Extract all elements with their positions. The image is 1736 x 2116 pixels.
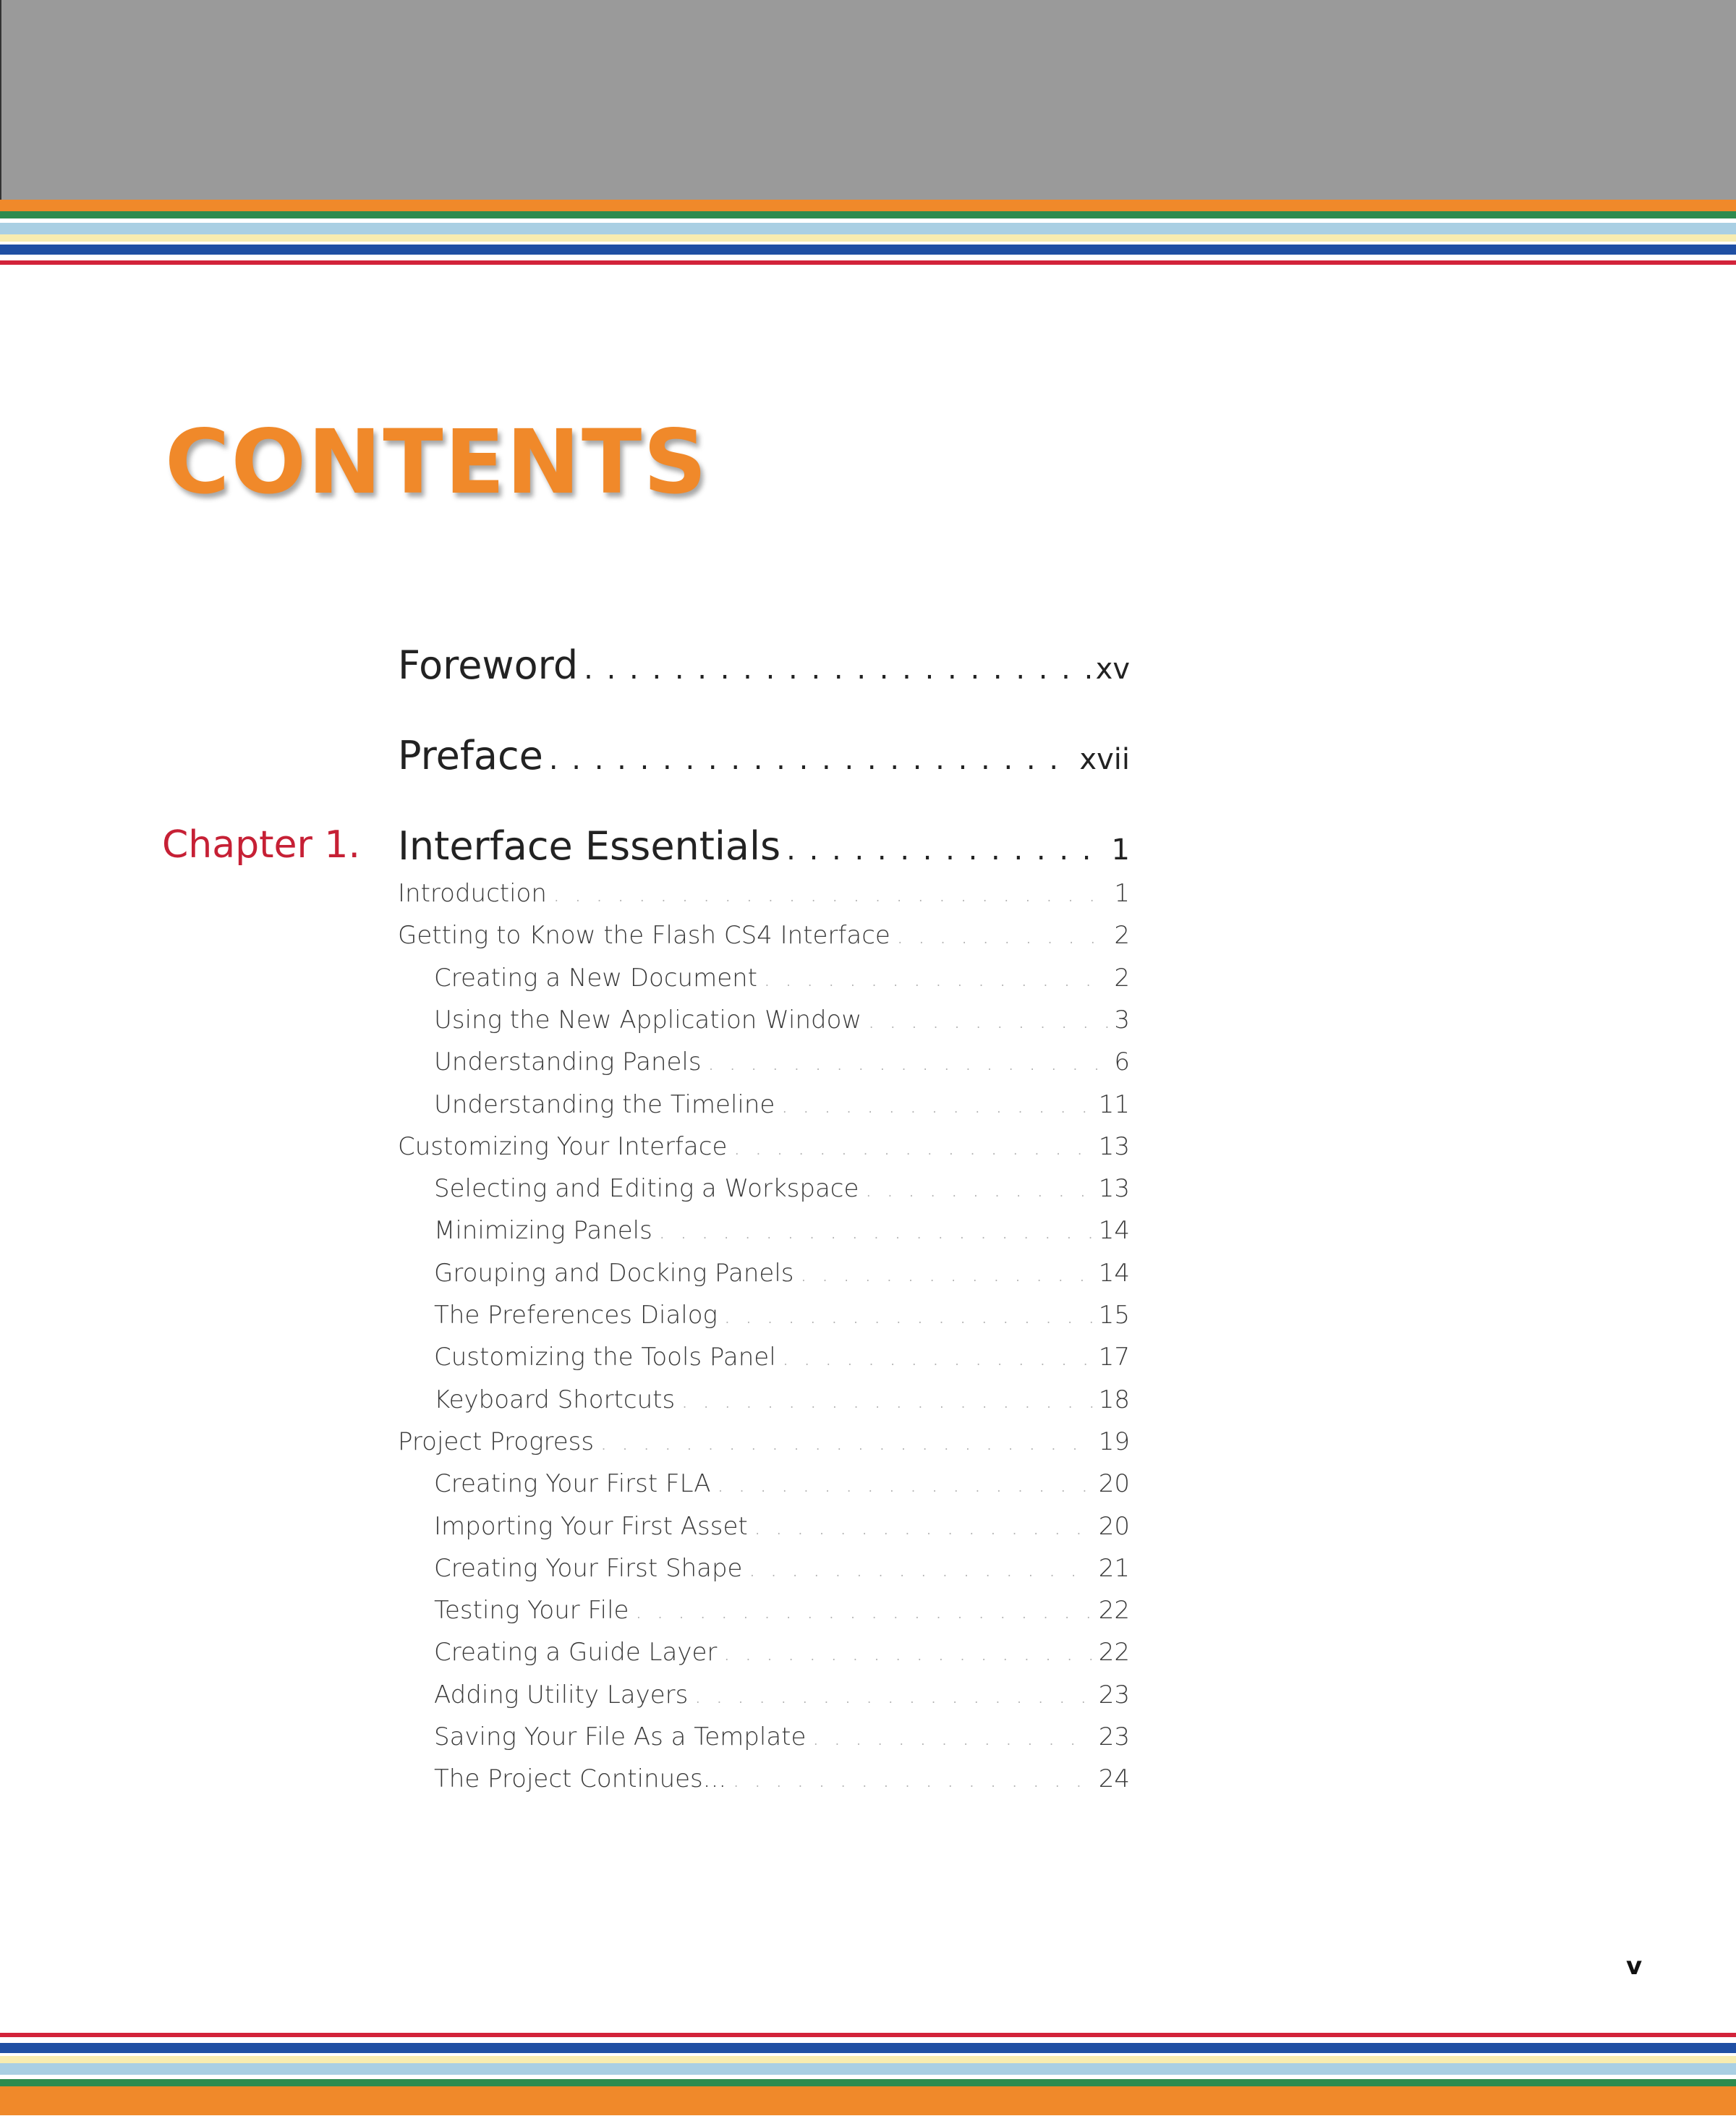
toc-entry-row-page: 23 xyxy=(1098,1681,1130,1709)
toc-entry-row-page: 21 xyxy=(1098,1554,1130,1583)
toc-entry-row-label: Introduction xyxy=(398,879,547,908)
dot-leader xyxy=(658,1216,1093,1245)
toc-entry-row-page: 20 xyxy=(1098,1512,1130,1541)
dot-leader xyxy=(800,1259,1093,1288)
toc-entry-row-page: 2 xyxy=(1114,921,1130,950)
toc-entry-row-label: The Project Continues... xyxy=(434,1764,727,1793)
toc-chapter-title-row-label: Interface Essentials xyxy=(398,823,781,869)
toc-entry-row-page: 2 xyxy=(1114,964,1130,993)
dot-leader xyxy=(867,1006,1108,1034)
toc-entry-row-page: 17 xyxy=(1098,1343,1130,1372)
toc-entry-row xyxy=(398,1132,1130,1161)
dot-leader xyxy=(694,1681,1092,1709)
toc-entry-row-label: Importing Your First Asset xyxy=(434,1512,748,1541)
toc-entry-row-label: Customizing the Tools Panel xyxy=(434,1343,776,1372)
toc-entry-row-page: 22 xyxy=(1098,1596,1130,1625)
toc-entry-row-label: Creating a New Document xyxy=(434,964,758,993)
dot-leader xyxy=(732,1764,1093,1793)
toc-foreword-row-page: xv xyxy=(1095,653,1130,686)
toc-entry-row-label: Selecting and Editing a Workspace xyxy=(434,1174,859,1203)
toc-entry-row-label: Using the New Application Window xyxy=(434,1006,862,1034)
toc-entry-row xyxy=(434,1385,1130,1414)
toc-entry-row-page: 23 xyxy=(1098,1722,1130,1751)
toc-entry-row-label: Project Progress xyxy=(398,1427,595,1456)
toc-entry-row xyxy=(434,1301,1130,1330)
page-number: v xyxy=(1626,1952,1643,1981)
dot-leader xyxy=(553,879,1108,908)
toc-entry-row xyxy=(398,921,1130,950)
toc-entry-row xyxy=(434,1216,1130,1245)
toc-entry-row-page: 13 xyxy=(1098,1132,1130,1161)
toc-foreword-row xyxy=(398,642,1130,688)
toc-entry-row-label: The Preferences Dialog xyxy=(434,1301,718,1330)
stripe-blue xyxy=(0,2043,1736,2053)
toc-entry-row-label: Creating Your First Shape xyxy=(434,1554,743,1583)
toc-entry-row-page: 13 xyxy=(1098,1174,1130,1203)
toc-entry-row-label: Keyboard Shortcuts xyxy=(434,1385,676,1414)
toc-entry-row-page: 1 xyxy=(1114,879,1130,908)
dot-leader xyxy=(763,964,1108,993)
toc-entry-row xyxy=(434,964,1130,993)
stripe-gap xyxy=(0,2037,1736,2043)
dot-leader xyxy=(748,1554,1092,1583)
toc-entry-row-label: Adding Utility Layers xyxy=(434,1681,689,1709)
dot-leader xyxy=(782,1343,1093,1372)
dot-leader xyxy=(717,1469,1093,1498)
dot-leader xyxy=(786,833,1105,867)
toc-entry-row xyxy=(434,1554,1130,1583)
bottom-stripes xyxy=(0,2033,1736,2115)
dot-leader xyxy=(723,1638,1092,1667)
toc-preface-row xyxy=(398,733,1130,778)
stripe-yellow xyxy=(0,2056,1736,2063)
toc-entry-row-label: Minimizing Panels xyxy=(434,1216,652,1245)
toc-entry-row xyxy=(398,1427,1130,1456)
toc-entry-row xyxy=(434,1638,1130,1667)
dot-leader xyxy=(584,653,1090,686)
toc-entry-row-label: Getting to Know the Flash CS4 Interface xyxy=(398,921,890,950)
dot-leader xyxy=(681,1385,1093,1414)
toc-foreword-row-label: Foreword xyxy=(398,642,579,688)
toc-entry-row xyxy=(434,1469,1130,1498)
toc-entry-row-label: Testing Your File xyxy=(434,1596,629,1625)
toc-entry-row-page: 19 xyxy=(1098,1427,1130,1456)
toc-entry-row-label: Creating a Guide Layer xyxy=(434,1638,718,1667)
dot-leader xyxy=(600,1427,1093,1456)
toc-entry-row-page: 6 xyxy=(1114,1048,1130,1076)
page-title: CONTENTS xyxy=(165,411,709,514)
dot-leader xyxy=(707,1048,1109,1076)
toc-entry-row-page: 18 xyxy=(1098,1385,1130,1414)
dot-leader xyxy=(754,1512,1093,1541)
chapter-number-label: Chapter 1. xyxy=(162,823,361,867)
toc-entry-row-label: Saving Your File As a Template xyxy=(434,1722,807,1751)
toc-entry-row-label: Customizing Your Interface xyxy=(398,1132,728,1161)
toc-entry-row xyxy=(434,1681,1130,1709)
toc-entry-row-page: 15 xyxy=(1098,1301,1130,1330)
dot-leader xyxy=(864,1174,1092,1203)
dot-leader xyxy=(812,1722,1092,1751)
toc-entry-row-page: 11 xyxy=(1098,1090,1130,1119)
toc-entry-row xyxy=(434,1090,1130,1119)
dot-leader xyxy=(549,743,1074,776)
toc-entry-row xyxy=(434,1006,1130,1034)
toc-entry-row-label: Understanding the Timeline xyxy=(434,1090,775,1119)
toc-chapter-title-row xyxy=(398,823,1130,869)
dot-leader xyxy=(780,1090,1092,1119)
toc-entry-row-label: Grouping and Docking Panels xyxy=(434,1259,794,1288)
dot-leader xyxy=(896,921,1109,950)
toc-entry-row xyxy=(434,1512,1130,1541)
stripe-green xyxy=(0,2079,1736,2086)
toc-entry-row xyxy=(434,1343,1130,1372)
toc-entry-row xyxy=(434,1048,1130,1076)
toc-entry-row-label: Creating Your First FLA xyxy=(434,1469,711,1498)
dot-leader xyxy=(733,1132,1092,1161)
toc-entry-row xyxy=(434,1764,1130,1793)
toc-preface-row-page: xvii xyxy=(1079,743,1130,776)
toc-entry-row-page: 22 xyxy=(1098,1638,1130,1667)
stripe-lightblue xyxy=(0,2063,1736,2075)
toc-entry-row xyxy=(434,1596,1130,1625)
toc-entry-row-page: 24 xyxy=(1098,1764,1130,1793)
stripe-orange xyxy=(0,2086,1736,2115)
toc-preface-row-label: Preface xyxy=(398,733,543,778)
toc-entry-row-page: 3 xyxy=(1114,1006,1130,1034)
toc-entry-row-page: 14 xyxy=(1098,1216,1130,1245)
toc-entry-row-page: 20 xyxy=(1098,1469,1130,1498)
toc-entry-row-page: 14 xyxy=(1098,1259,1130,1288)
toc-entry-row-label: Understanding Panels xyxy=(434,1048,702,1076)
dot-leader xyxy=(723,1301,1093,1330)
toc-entry-row xyxy=(434,1174,1130,1203)
dot-leader xyxy=(634,1596,1092,1625)
toc-entry-row xyxy=(434,1259,1130,1288)
toc-chapter-title-row-page: 1 xyxy=(1111,833,1130,867)
toc-entry-row xyxy=(434,1722,1130,1751)
toc-entry-row xyxy=(398,879,1130,908)
